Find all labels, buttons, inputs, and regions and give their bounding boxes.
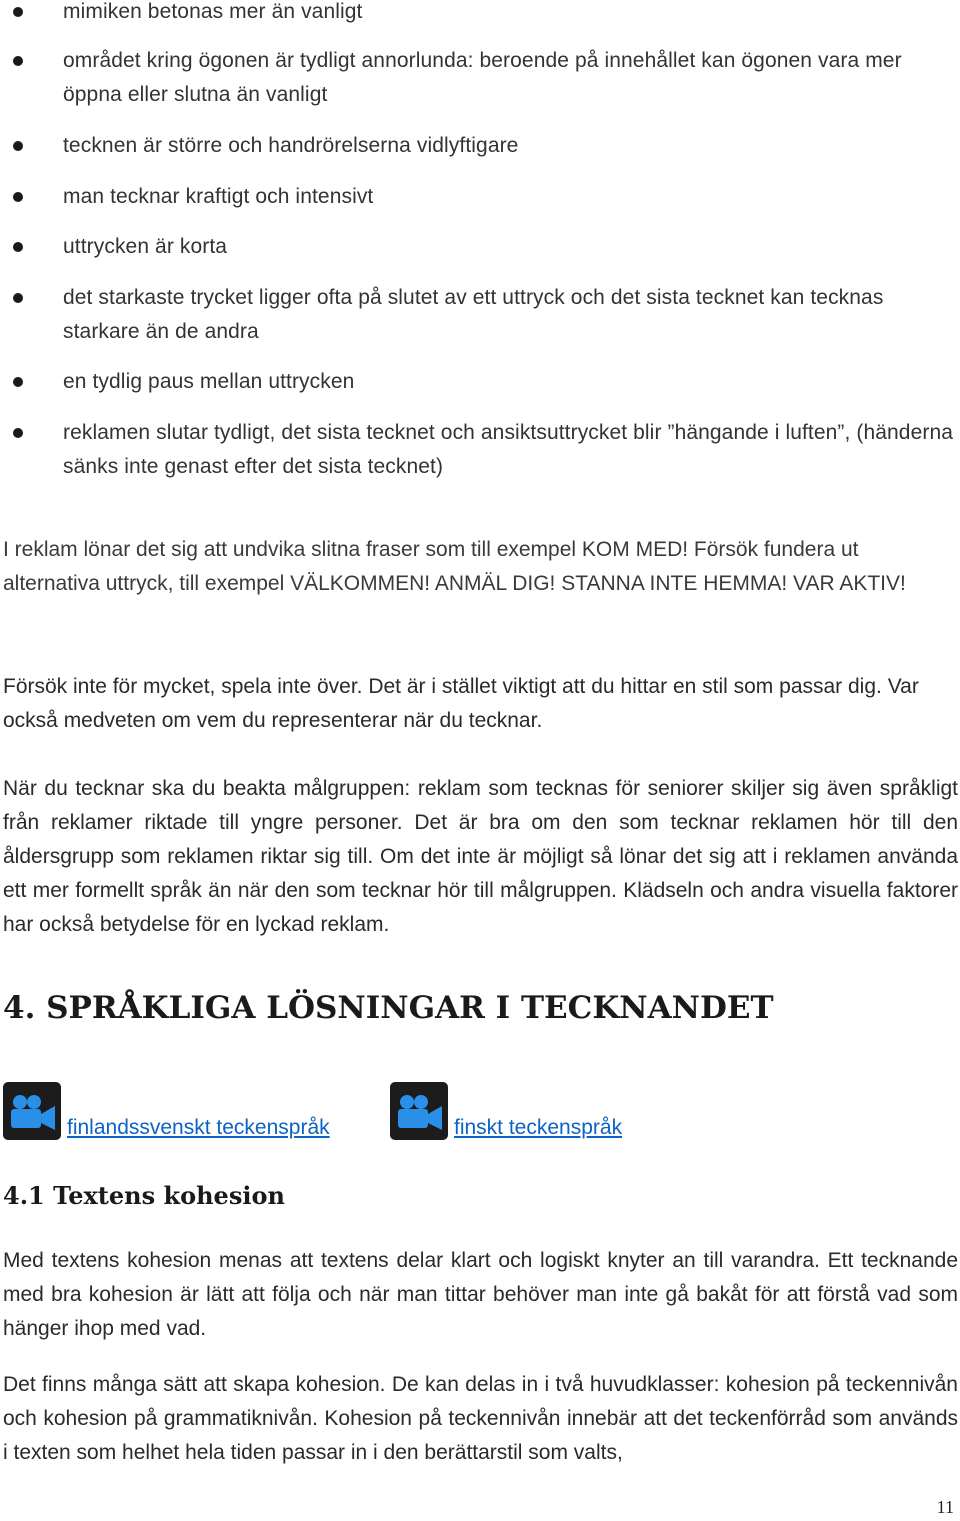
section-heading: 4. SPRÅKLIGA LÖSNINGAR I TECKNANDET <box>3 990 774 1026</box>
video-camera-icon[interactable] <box>3 1082 61 1140</box>
bullet-dot <box>13 56 23 66</box>
video-link-label[interactable]: finskt teckenspråk <box>454 1116 623 1139</box>
bullet-text: reklamen slutar tydligt, det sista tecknet och ansiktsuttrycket blir ”hängande i luften”, (händerna sänks inte genast efter det sista tecknet) <box>63 421 954 478</box>
paragraph: I reklam lönar det sig att undvika slitna fraser som till exempel KOM MED! Försök fundera ut alternativa uttryck, till exempel VÄLKOMMEN! ANMÄL DIG! STANNA INTE HEMMA! VAR AKTIV! <box>3 538 906 595</box>
video-link-finskt[interactable] <box>390 1082 690 1142</box>
paragraph: När du tecknar ska du beakta målgruppen: reklam som tecknas för seniorer skiljer sig även språkligt från reklamer riktade till yngre personer. Det är bra om den som tecknar reklamen hör till den åldersgrupp som reklamen riktar sig till. Om det inte är möjligt så lönar det sig att i reklamen använda ett mer formellt språk än när den som tecknar hör till målgruppen. Klädseln och andra visuella faktorer har också betydelse för en lyckad reklam. <box>3 777 958 936</box>
bullet-text: en tydlig paus mellan uttrycken <box>63 370 355 393</box>
bullet-dot <box>13 141 23 151</box>
bullet-dot <box>13 428 23 438</box>
bullet-dot <box>13 377 23 387</box>
bullet-text: det starkaste trycket ligger ofta på slutet av ett uttryck och det sista tecknet kan tecknas starkare än de andra <box>63 286 884 343</box>
bullet-text: uttrycken är korta <box>63 235 228 258</box>
bullet-dot <box>13 293 23 303</box>
page-number: 11 <box>936 1497 954 1517</box>
paragraph: Det finns många sätt att skapa kohesion. De kan delas in i två huvudklasser: kohesion på teckennivån och kohesion på grammatiknivån. Kohesion på teckennivån innebär att det teckenförråd som används i texten som helhet hela tiden passar in i den berättarstil som valts, <box>3 1373 958 1464</box>
video-link-finlandssvenskt[interactable] <box>3 1082 383 1142</box>
video-camera-icon[interactable] <box>390 1082 448 1140</box>
bullet-dot <box>13 7 23 17</box>
bullet-text: mimiken betonas mer än vanligt <box>63 0 363 23</box>
bullet-dot <box>13 192 23 202</box>
bullet-dot <box>13 242 23 252</box>
video-link-label[interactable]: finlandssvenskt teckenspråk <box>67 1116 330 1139</box>
subsection-heading: 4.1 Textens kohesion <box>3 1181 285 1210</box>
bullet-text: området kring ögonen är tydligt annorlunda: beroende på innehållet kan ögonen vara mer öppna eller slutna än vanligt <box>63 49 902 106</box>
bullet-text: man tecknar kraftigt och intensivt <box>63 185 374 208</box>
paragraph: Med textens kohesion menas att textens delar klart och logiskt knyter an till varandra. Ett tecknande med bra kohesion är lätt att följa och när man tittar behöver man inte gå bakåt för att förstå vad som hänger ihop med vad. <box>3 1249 958 1340</box>
paragraph: Försök inte för mycket, spela inte över. Det är i stället viktigt att du hittar en stil som passar dig. Var också medveten om vem du representerar när du tecknar. <box>3 675 919 732</box>
bullet-text: tecknen är större och handrörelserna vidlyftigare <box>63 134 519 157</box>
